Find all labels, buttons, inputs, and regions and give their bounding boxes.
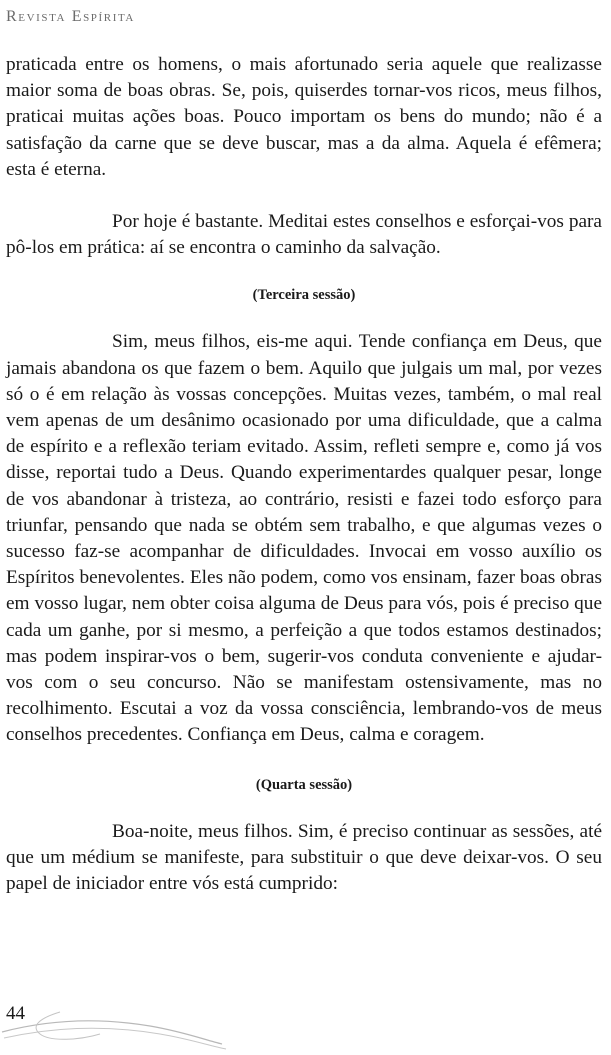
paragraph-1: praticada entre os homens, o mais afortunado seria aquele que realizasse maior soma de boas obras. Se, pois, quiserdes tornar-vos ricos, meus filhos, praticai muitas ações boas. Pouco importam os bens do mundo; não é a satisfação da carne que se deve buscar, mas a da alma. Aquela é efêmera; esta é eterna. [6, 54, 602, 180]
decorative-swash-ornament [0, 1004, 230, 1054]
paragraph-2: Por hoje é bastante. Meditai estes conselhos e esforçai-vos para pô-los em prática: aí se encontra o caminho da salvação. [6, 211, 602, 259]
section-heading-third-session: (Terceira sessão) [252, 287, 356, 304]
section-heading-fourth-session: (Quarta sessão) [255, 776, 353, 793]
page-number: 44 [6, 1003, 25, 1024]
running-header-title: Revista Espírita [6, 8, 135, 25]
page-body [6, 52, 602, 897]
paragraph-4: Boa-noite, meus filhos. Sim, é preciso continuar as sessões, até que um médium se manifeste, para substituir o que deve deixar-vos. O seu papel de iniciador entre vós está cumprido: [6, 820, 602, 895]
paragraph-3: Sim, meus filhos, eis-me aqui. Tende confiança em Deus, que jamais abandona os que fazem o bem. Aquilo que julgais um mal, por vezes só o é em relação às vossas concepções. Muitas vezes, também, o mal real vem apenas de um desânimo ocasionado por uma dificuldade, que a calma de espírito e a reflexão teriam evitado. Assim, refleti sempre e, como já vos disse, reportai tudo a Deus. Quando experimentardes qualquer pesar, longe de vos abandonar à tristeza, ao contrário, resisti e fazei todo esforço para triunfar, pensando que nada se obtém sem trabalho, e que algumas vezes o sucesso faz-se acompanhar de dificuldades. Invocai em vosso auxílio os Espíritos benevolentes. Eles não podem, como vos ensinam, fazer boas obras em vosso lugar, nem obter coisa alguma de Deus para vós, pois é preciso que cada um ganhe, por si mesmo, a perfeição a que todos estamos destinados; mas podem inspirar-vos o bem, sugerir-vos conduta conveniente e ajudar-vos com o seu concurso. Não se manifestam ostensivamente, mas no recolhimento. Escutai a voz da vossa consciência, lembrando-vos de meus conselhos precedentes. Confiança em Deus, calma e coragem. [6, 331, 602, 746]
